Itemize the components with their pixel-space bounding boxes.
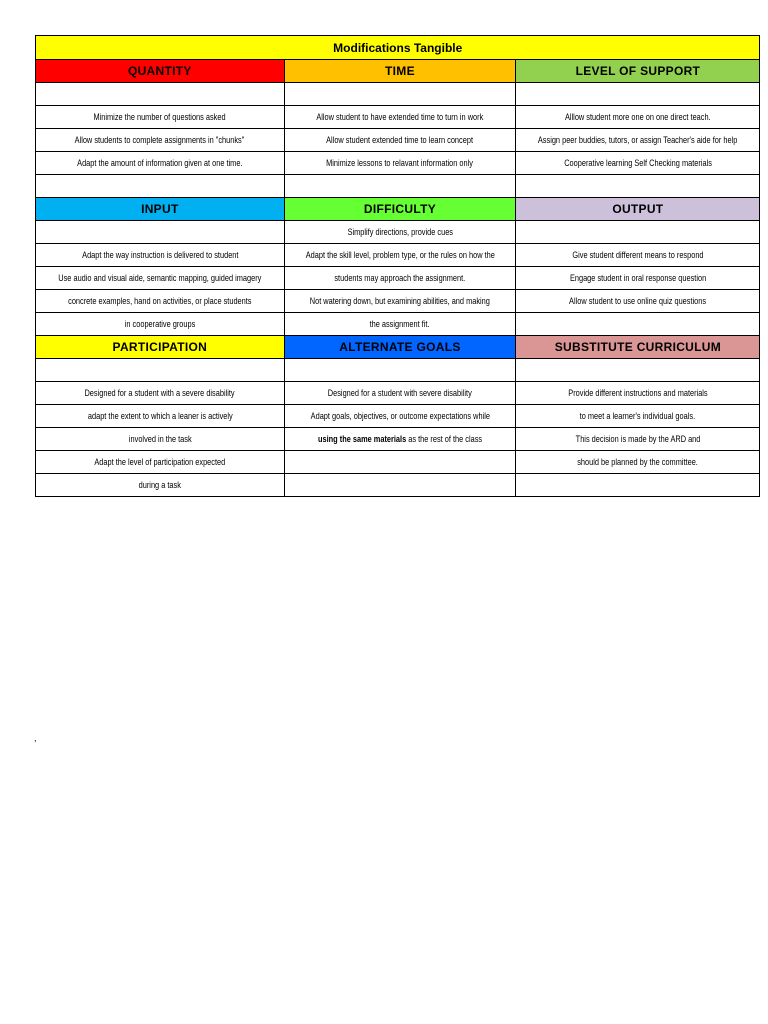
- table-cell: [516, 83, 760, 106]
- table-cell: [36, 405, 285, 428]
- table-row: [36, 244, 760, 267]
- table-row: [36, 382, 760, 405]
- table-cell: [516, 152, 760, 175]
- table-cell: [284, 290, 516, 313]
- table-cell: [284, 359, 516, 382]
- table-row: [36, 474, 760, 497]
- table-cell: [36, 83, 285, 106]
- header-time: TIME: [284, 60, 516, 83]
- cell-text: adapt the extent to which a leaner is actively: [87, 411, 233, 421]
- table-cell: [516, 175, 760, 198]
- table-cell: [284, 129, 516, 152]
- table-cell: [36, 175, 285, 198]
- table-cell: [36, 313, 285, 336]
- table-cell: [516, 382, 760, 405]
- table-cell: [284, 267, 516, 290]
- table-cell: [516, 451, 760, 474]
- table-cell: [516, 359, 760, 382]
- table-cell: [284, 83, 516, 106]
- table-cell: [36, 244, 285, 267]
- table-row: [36, 83, 760, 106]
- cell-text: Cooperative learning Self Checking materials: [564, 158, 712, 168]
- table-cell: [516, 267, 760, 290]
- table-cell: [284, 405, 516, 428]
- table-cell: [36, 267, 285, 290]
- table-cell: [516, 221, 760, 244]
- table-row: [36, 152, 760, 175]
- table-cell: [36, 451, 285, 474]
- cell-text: Minimize the number of questions asked: [93, 112, 226, 122]
- table-cell: [36, 106, 285, 129]
- table-cell: [284, 313, 516, 336]
- table-cell: [284, 221, 516, 244]
- table-cell: [36, 129, 285, 152]
- table-row: [36, 290, 760, 313]
- cell-text: Alllow student more one on one direct teach.: [565, 112, 711, 122]
- cell-text: during a task: [138, 480, 181, 490]
- table-row: [36, 451, 760, 474]
- cell-text: Engage student in oral response question: [569, 273, 706, 283]
- cell-text: concrete examples, hand on activities, or place students: [68, 296, 252, 306]
- table-cell: [284, 244, 516, 267]
- table-cell: [516, 474, 760, 497]
- table-cell: [516, 405, 760, 428]
- table-cell: [516, 313, 760, 336]
- cell-text: should be planned by the committee.: [577, 457, 699, 467]
- cell-text: Adapt the amount of information given at one time.: [77, 158, 243, 168]
- table-cell: [284, 382, 516, 405]
- table-cell: [36, 359, 285, 382]
- cell-text: Adapt goals, objectives, or outcome expectations while: [310, 411, 490, 421]
- cell-text: Assign peer buddies, tutors, or assign Teacher's aide for help: [538, 135, 738, 145]
- cell-text: Give student different means to respond: [572, 250, 704, 260]
- table-cell: [36, 382, 285, 405]
- cell-text: Minimize lessons to relavant information only: [326, 158, 474, 168]
- table-cell: [284, 474, 516, 497]
- cell-text: involved in the task: [128, 434, 192, 444]
- table-cell: [284, 152, 516, 175]
- cell-text: [318, 434, 482, 444]
- cell-text: Allow students to complete assignments in "chunks": [74, 135, 245, 145]
- cell-text: Adapt the level of participation expected: [94, 457, 226, 467]
- header-output: OUTPUT: [516, 198, 760, 221]
- table-row: [36, 221, 760, 244]
- header-quantity: QUANTITY: [36, 60, 285, 83]
- table-cell: [516, 290, 760, 313]
- header-level-of-support: LEVEL OF SUPPORT: [516, 60, 760, 83]
- cell-text: Provide different instructions and materials: [568, 388, 708, 398]
- table-cell: [516, 129, 760, 152]
- cell-text: This decision is made by the ARD and: [575, 434, 701, 444]
- cell-text: Simplify directions, provide cues: [347, 227, 453, 237]
- cell-text: Designed for a student with a severe disability: [84, 388, 235, 398]
- header-difficulty: DIFFICULTY: [284, 198, 516, 221]
- cell-text: the assignment fit.: [370, 319, 430, 329]
- table-row: [36, 175, 760, 198]
- cell-text: Allow student to have extended time to turn in work: [316, 112, 484, 122]
- table-cell: [516, 428, 760, 451]
- cell-text: Designed for a student with severe disability: [327, 388, 472, 398]
- cell-text: Adapt the way instruction is delivered to student: [81, 250, 238, 260]
- table-cell: [516, 106, 760, 129]
- table-cell: [36, 152, 285, 175]
- cell-text: Allow student to use online quiz questions: [569, 296, 707, 306]
- table-cell: [36, 428, 285, 451]
- header-participation: PARTICIPATION: [36, 336, 285, 359]
- table-title: Modifications Tangible: [36, 36, 760, 60]
- table-cell: [284, 428, 516, 451]
- cell-text: students may approach the assignment.: [334, 273, 466, 283]
- cell-text: to meet a learner's individual goals.: [580, 411, 696, 421]
- plain-fragment: as the rest of the class: [406, 434, 483, 444]
- header-substitute-curriculum: SUBSTITUTE CURRICULUM: [516, 336, 760, 359]
- table-row: [36, 313, 760, 336]
- modifications-table: [35, 35, 760, 497]
- table-cell: [36, 221, 285, 244]
- bold-fragment: using the same materials: [317, 434, 407, 444]
- table-row: [36, 359, 760, 382]
- table-row: [36, 405, 760, 428]
- header-alternate-goals: ALTERNATE GOALS: [284, 336, 516, 359]
- cell-text: in cooperative groups: [124, 319, 196, 329]
- table-row: [36, 129, 760, 152]
- cell-text: Use audio and visual aide, semantic mapping, guided imagery: [58, 273, 262, 283]
- cell-text: Not watering down, but examining abilities, and making: [309, 296, 491, 306]
- table-row: [36, 428, 760, 451]
- header-input: INPUT: [36, 198, 285, 221]
- table-row: [36, 267, 760, 290]
- table-cell: [516, 244, 760, 267]
- table-cell: [36, 290, 285, 313]
- cell-text: Adapt the skill level, problem type, or the rules on how the: [305, 250, 495, 260]
- table-cell: [284, 106, 516, 129]
- table-cell: [36, 474, 285, 497]
- stray-mark: ,: [34, 733, 37, 743]
- table-cell: [284, 451, 516, 474]
- cell-text: Allow student extended time to learn concept: [326, 135, 474, 145]
- table-cell: [284, 175, 516, 198]
- table-row: [36, 106, 760, 129]
